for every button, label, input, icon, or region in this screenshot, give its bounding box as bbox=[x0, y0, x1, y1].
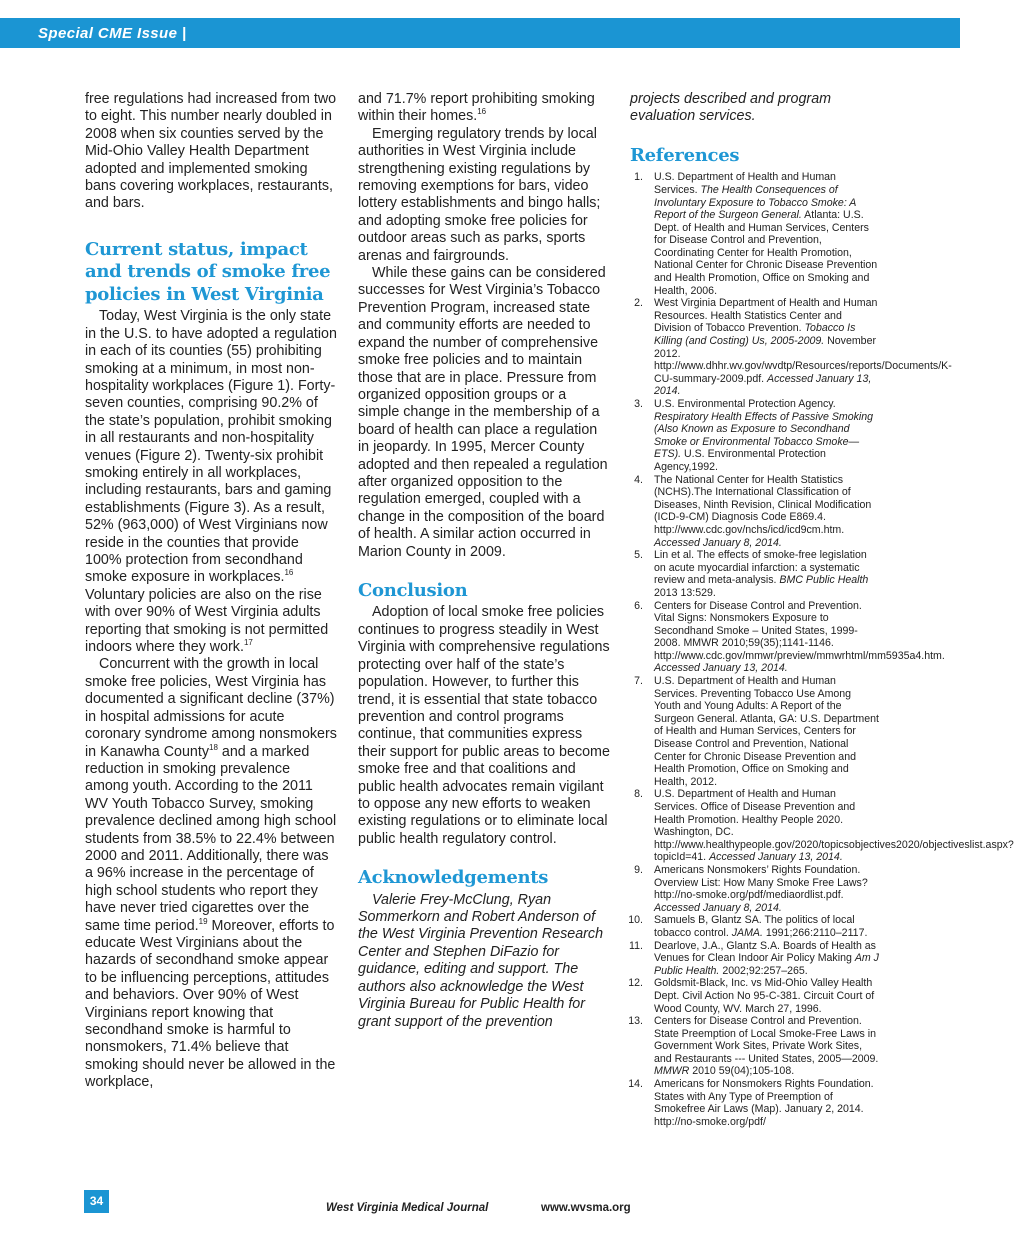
header-title: Special CME Issue | bbox=[38, 25, 187, 42]
reference-number: 6. bbox=[634, 599, 643, 612]
reference-text: U.S. Environmental Protection Agency,1992. bbox=[654, 448, 826, 473]
references-list bbox=[628, 171, 1014, 1128]
header-bar bbox=[0, 18, 960, 48]
reference-number: 2. bbox=[634, 297, 643, 310]
reference-text: U.S. Department of Health and Human Services. Office of Disease Prevention and Health Promotion. Healthy People 2020. Washington, DC. http://www.healthypeople.gov/2020/topicsobjectives2020/objectiveslist.aspx?topicId=41. bbox=[654, 788, 1014, 864]
column-3 bbox=[628, 91, 1014, 1128]
footer-url[interactable]: www.wvsma.org bbox=[541, 1202, 631, 1214]
reference-text: Accessed January 8, 2014. bbox=[654, 901, 782, 914]
reference-item bbox=[630, 864, 880, 914]
reference-text: Respiratory Health Effects of Passive Smoking (Also Known as Exposure to Secondhand Smoke or Environmental Tobacco Smoke—ETS). bbox=[654, 410, 874, 461]
reference-text: 2010 59(04);105-108. bbox=[689, 1065, 795, 1078]
reference-number: 1. bbox=[634, 171, 643, 184]
col2-paragraph-3: While these gains can be considered successes for West Virginia’s Tobacco Prevention Program, increased state and community efforts are needed to expand the number of comprehensive smoke free policies and to maintain those that are in place. Pressure from organized opposition groups or a simple change in the membership of a board of health can place a regulation in jeopardy. In 1995, Mercer County adopted and then repealed a regulation after organized opposition to the regulation emerged, coupled with a change in the composition of the board of health. A similar action occurred in Marion County in 2009. bbox=[358, 265, 608, 560]
reference-item bbox=[630, 171, 880, 297]
reference-text: MMWR bbox=[654, 1065, 690, 1078]
reference-item bbox=[630, 474, 880, 550]
footnote-ref: 19 bbox=[198, 916, 208, 926]
reference-text: The National Center for Health Statistics (NCHS).The International Classification of Diseases, Ninth Revision, Clinical Modification (ICD-9-CM) Diagnosis Code E869.4. http://www.cdc.gov/nchs/icd/icd9cm.htm. bbox=[654, 473, 872, 536]
col1-paragraph-1: free regulations had increased from two to eight. This number nearly doubled in 2008 when six counties served by the Mid-Ohio Valley Health Department adopted and implemented smoking bans covering workplaces, restaurants, and bars. bbox=[85, 91, 337, 212]
reference-text: BMC Public Health bbox=[779, 574, 869, 587]
reference-text: Accessed January 13, 2014. bbox=[654, 372, 872, 398]
footnote-ref: 17 bbox=[243, 638, 253, 648]
reference-item bbox=[630, 675, 880, 788]
reference-text: Americans Nonsmokers’ Rights Foundation. Overview List: How Many Smoke Free Laws? http://no-smoke.org/pdf/mediaordlist.pdf. bbox=[654, 863, 868, 902]
column-2 bbox=[358, 91, 610, 1031]
reference-number: 4. bbox=[634, 473, 643, 486]
reference-text: Am J Public Health. bbox=[654, 952, 879, 977]
reference-item bbox=[630, 977, 880, 1015]
reference-number: 11. bbox=[629, 939, 643, 952]
footnote-ref: 16 bbox=[477, 107, 487, 117]
reference-text: Centers for Disease Control and Prevention. State Preemption of Local Smoke-Free Laws in Government Work Sites, Private Work Sites, and Restaurants --- United States, 2005—2009. bbox=[654, 1015, 879, 1065]
section-heading-references: References bbox=[630, 144, 740, 166]
reference-text: JAMA. bbox=[731, 926, 763, 939]
reference-text: Accessed January 8, 2014. bbox=[654, 536, 782, 549]
col2-p1-text: and 71.7% report prohibiting smoking within their homes. bbox=[358, 91, 595, 125]
reference-number: 5. bbox=[634, 549, 643, 562]
reference-text: Centers for Disease Control and Prevention. Vital Signs: Nonsmokers Exposure to Secondhand Smoke – United States, 1999-2008. MMWR 2010;59(35);1141-1146. http://www.cdc.gov/mmwr/preview/mmwrhtml/mm5935a4.htm. bbox=[654, 599, 945, 662]
reference-text: Lin et al. The effects of smoke-free legislation on acute myocardial infarction: a systematic review and meta-analysis. bbox=[654, 549, 867, 587]
reference-text: 2002;92:257–265. bbox=[719, 964, 808, 977]
reference-text: The Health Consequences of Involuntary Exposure to Tobacco Smoke: A Report of the Surgeon General. bbox=[654, 183, 856, 222]
reference-text: Accessed January 13, 2014. bbox=[654, 662, 788, 675]
page-number: 34 bbox=[84, 1190, 109, 1213]
reference-text: Samuels B, Glantz SA. The politics of local tobacco control. bbox=[654, 914, 855, 939]
reference-text: November 2012. http://www.dhhr.wv.gov/wvdtp/Resources/reports/Documents/K-CU-summary-2009.pdf. bbox=[654, 335, 952, 385]
reference-item bbox=[630, 599, 945, 676]
reference-item bbox=[630, 940, 880, 978]
col1-paragraph-2 bbox=[85, 308, 337, 656]
section-heading-acknowledgements: Acknowledgements bbox=[358, 867, 549, 889]
reference-text: Dearlove, J.A., Glantz S.A. Boards of Health as Venues for Clean Indoor Air Policy Making bbox=[654, 939, 876, 965]
reference-text: West Virginia Department of Health and Human Resources. Health Statistics Center and Division of Tobacco Prevention. bbox=[654, 297, 878, 335]
reference-text: Accessed January 13, 2014. bbox=[709, 851, 843, 864]
col1-paragraph-3 bbox=[85, 656, 337, 1091]
reference-item bbox=[630, 914, 880, 939]
reference-text: Atlanta: U.S. Dept. of Health and Human Services, Centers for Disease Control and Prevention, Coordinating Center for Health Promotion, National Center for Chronic Disease Prevention and Health Promotion, Office on Smoking and Health, 2006. bbox=[654, 209, 878, 297]
reference-number: 7. bbox=[634, 675, 643, 688]
col1-p2-text: Today, West Virginia is the only state in the U.S. to have adopted a regulation in each of its counties (55) prohibiting smoking at a minimum, in most non-hospitality workplaces (Figure 1). Forty-seven counties, comprising 90.2% of the state’s population, prohibit smoking in all restaurants and non-hospitality venues (Figure 2). Twenty-six prohibit smoking entirely in all workplaces, including restaurants, bars and gaming establishments (Figure 3). As a result, 52% (963,000) of West Virginians now reside in the counties that provide 100% protection from secondhand smoke exposure in workplaces. bbox=[85, 308, 337, 586]
footnote-ref: 16 bbox=[284, 568, 294, 578]
reference-number: 14. bbox=[628, 1078, 643, 1091]
section-heading-current-status: Current status, impact and trends of smoke free policies in West Virginia bbox=[85, 238, 331, 305]
column-1 bbox=[85, 91, 337, 1092]
reference-text: U.S. Department of Health and Human Services. Preventing Tobacco Use Among Youth and Young Adults: A Report of the Surgeon General. Atlanta, GA: U.S. Department of Health and Human Services, Centers for Disease Control and Prevention, National Center for Chronic Disease Prevention and Health Promotion, Office on Smoking and Health, 2012. bbox=[654, 675, 879, 788]
footer-journal-title: West Virginia Medical Journal bbox=[326, 1202, 489, 1214]
col1-p3c-text: Moreover, efforts to educate West Virginians about the hazards of secondhand smoke appear to be influencing perceptions, attitudes and behaviors. Over 90% of West Virginians report knowing that secondhand smoke is harmful to nonsmokers, 71.4% believe that smoking should never be allowed in the workplace, bbox=[85, 917, 336, 1091]
footnote-ref: 18 bbox=[209, 742, 218, 752]
conclusion-paragraph: Adoption of local smoke free policies continues to progress steadily in West Virginia with comprehensive regulations protecting over half of the state’s population. However, to further this trend, it is essential that state tobacco prevention and control programs continue, that communities express their support for public areas to become smoke free and that coalitions and public health advocates remain vigilant to oppose any new efforts to weaken existing regulations or to eliminate local public health regulatory control. bbox=[358, 604, 610, 847]
reference-item bbox=[630, 788, 1014, 864]
reference-text: 2013 13:529. bbox=[654, 586, 716, 599]
reference-number: 12. bbox=[628, 977, 643, 990]
reference-item bbox=[630, 398, 880, 474]
reference-number: 10. bbox=[628, 914, 643, 927]
col2-paragraph-1 bbox=[358, 91, 610, 126]
reference-text: U.S. Environmental Protection Agency. bbox=[654, 398, 836, 410]
reference-text: Goldsmit-Black, Inc. vs Mid-Ohio Valley Health Dept. Civil Action No 95-C-381. Circuit Court of Wood County, WV. March 27, 1996. bbox=[654, 977, 875, 1015]
reference-item bbox=[630, 297, 952, 398]
reference-number: 3. bbox=[634, 398, 643, 410]
col2-paragraph-2: Emerging regulatory trends by local authorities in West Virginia include strengthening existing regulations by removing exemptions for bars, video lottery establishments and bingo halls; and adopting smoke free policies for outdoor areas such as parks, sports arenas and fairgrounds. bbox=[358, 125, 601, 264]
col3-paragraph-1: projects described and program evaluation services. bbox=[630, 91, 832, 125]
col1-p3b-text: and a marked reduction in smoking prevalence among youth. According to the 2011 WV Youth Tobacco Survey, smoking prevalence declined among high school students from 38.5% to 22.4% between 2000 and 2011. Additionally, there was a 96% increase in the percentage of high school students who report they have never tried cigarettes over the same time period. bbox=[85, 743, 337, 934]
reference-number: 13. bbox=[628, 1015, 643, 1028]
reference-text: Tobacco Is Killing (and Costing) Us, 2005-2009. bbox=[654, 322, 856, 348]
reference-item bbox=[630, 1015, 880, 1078]
reference-text: U.S. Department of Health and Human Services. bbox=[654, 171, 836, 196]
reference-item bbox=[630, 1078, 880, 1128]
acknowledgements-paragraph: Valerie Frey-McClung, Ryan Sommerkorn and Robert Anderson of the West Virginia Prevention Research Center and Stephen DiFazio for guidance, editing and support. The authors also acknowledge the West Virginia Bureau for Public Health for grant support of the prevention bbox=[358, 891, 604, 1030]
reference-item bbox=[630, 549, 880, 599]
reference-text: 1991;266:2110–2117. bbox=[762, 926, 868, 939]
section-heading-conclusion: Conclusion bbox=[358, 579, 468, 601]
col1-p2b-text: Voluntary policies are also on the rise with over 90% of West Virginia adults reporting that smoking is not permitted indoors where they work. bbox=[85, 586, 329, 656]
reference-number: 9. bbox=[634, 863, 643, 876]
col1-p3a-text: Concurrent with the growth in local smoke free policies, West Virginia has documented a significant decline (37%) in hospital admissions for acute coronary syndrome among nonsmokers in Kanawha County bbox=[85, 656, 337, 760]
reference-text: Americans for Nonsmokers Rights Foundation. States with Any Type of Preemption of Smokefree Air Laws (Map). January 2, 2014. http://no-smoke.org/pdf/ bbox=[654, 1078, 874, 1128]
reference-number: 8. bbox=[634, 788, 643, 801]
